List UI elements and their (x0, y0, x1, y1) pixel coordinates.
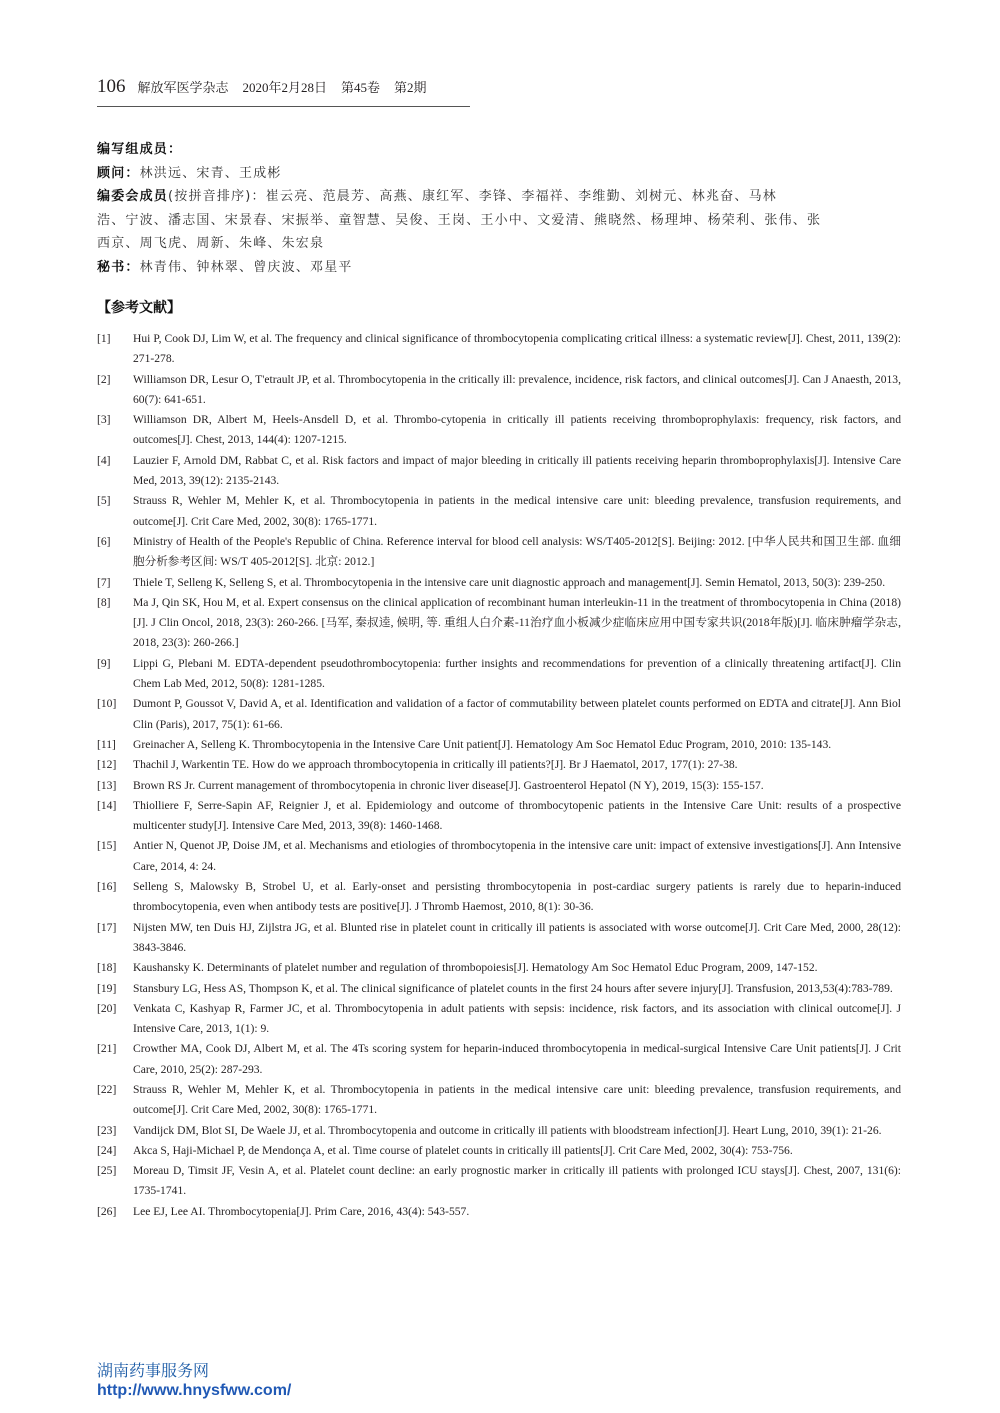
reference-text: Lee EJ, Lee AI. Thrombocytopenia[J]. Prim Care, 2016, 43(4): 543-557. (133, 1204, 470, 1218)
reference-item (97, 593, 901, 654)
committee-label: 编委会成员 (97, 189, 169, 205)
reference-number: [2] (97, 372, 111, 386)
reference-number: [5] (97, 494, 111, 508)
reference-number: [9] (97, 656, 111, 670)
advisors: 林洪远、宋青、王成彬 (139, 165, 282, 181)
reference-item (97, 979, 901, 999)
reference-number: [11] (97, 737, 116, 751)
reference-item (97, 1039, 901, 1080)
reference-number: [15] (97, 839, 117, 853)
reference-item (97, 755, 901, 775)
reference-number: [3] (97, 413, 111, 427)
reference-text: Venkata C, Kashyap R, Farmer JC, et al. Thrombocytopenia in adult patients with sepsis: incidence, risk factors, and its association with clinical outcome[J]. J Intensive Care, 2013, 1(1): 9. (133, 1001, 901, 1036)
reference-number: [21] (97, 1042, 117, 1056)
reference-number: [6] (97, 534, 111, 548)
reference-item (97, 776, 901, 796)
reference-number: [22] (97, 1082, 117, 1096)
reference-number: [7] (97, 575, 111, 589)
reference-text: Crowther MA, Cook DJ, Albert M, et al. The 4Ts scoring system for heparin-induced thrombocytopenia in medical-surgical Intensive Care Unit patients[J]. J Crit Care, 2010, 25(2): 287-293. (133, 1042, 901, 1076)
reference-text: Kaushansky K. Determinants of platelet number and regulation of thrombopoiesis[J]. Hematology Am Soc Hematol Educ Program, 2009, 147-152. (133, 961, 818, 975)
reference-number: [17] (97, 920, 117, 934)
reference-number: [20] (97, 1001, 117, 1015)
reference-number: [25] (97, 1164, 117, 1178)
page-number: 106 (97, 76, 126, 97)
reference-item (97, 329, 901, 370)
reference-text: Williamson DR, Lesur O, T'etrault JP, et al. Thrombocytopenia in the critically ill: prevalence, incidence, risk factors, and clinical outcomes[J]. Can J Anaesth, 2013, 60(7): 641-651. (133, 372, 901, 406)
reference-text: Ministry of Health of the People's Republic of China. Reference interval for blood cell analysis: WS/T405-2012[S]. Beijing: 2012. [中华人民共和国卫生部. 血细胞分析参考区间: WS/T 405-2012[S]. 北京: 2012.] (133, 534, 901, 569)
reference-item (97, 958, 901, 978)
reference-item (97, 654, 901, 695)
reference-text: Vandijck DM, Blot SI, De Waele JJ, et al. Thrombocytopenia and outcome in critically ill patients with bloodstream infection[J]. Heart Lung, 2010, 39(1): 21-26. (133, 1123, 882, 1137)
reference-list (97, 329, 901, 1222)
reference-item (97, 735, 901, 755)
reference-number: [4] (97, 453, 111, 467)
reference-number: [26] (97, 1204, 117, 1218)
reference-item (97, 796, 901, 837)
reference-item (97, 451, 901, 492)
reference-text: Williamson DR, Albert M, Heels-Ansdell D, et al. Thrombo-cytopenia in critically ill patients receiving thromboprophylaxis: frequency, risk factors, and outcomes[J]. Chest, 2013, 144(4): 1207-1215. (133, 413, 901, 447)
reference-text: Strauss R, Wehler M, Mehler K, et al. Thrombocytopenia in patients in the medical intensive care unit: bleeding prevalence, transfusion requirements, and outcome[J]. Crit Care Med, 2002, 30(8): 1765-1771. (133, 494, 901, 528)
committee-line-3: 西京、周飞虎、周新、朱峰、朱宏泉 (97, 236, 325, 252)
reference-item (97, 1202, 901, 1222)
reference-item (97, 836, 901, 877)
reference-number: [24] (97, 1143, 117, 1157)
reference-text: Moreau D, Timsit JF, Vesin A, et al. Platelet count decline: an early prognostic marker in critically ill patients with prolonged ICU stays[J]. Chest, 2007, 131(6): 1735-1741. (133, 1164, 901, 1198)
reference-number: [23] (97, 1123, 117, 1137)
writing-group-members (97, 138, 902, 280)
journal-name: 解放军医学杂志 (137, 80, 229, 95)
reference-number: [16] (97, 880, 117, 894)
reference-text: Nijsten MW, ten Duis HJ, Zijlstra JG, et al. Blunted rise in platelet count in critically ill patients is associated with worse outcome[J]. Crit Care Med, 2000, 28(12): 3843-3846. (133, 920, 901, 954)
references-heading: 【参考文献】 (97, 300, 181, 316)
reference-text: Ma J, Qin SK, Hou M, et al. Expert consensus on the clinical application of recombinant human interleukin-11 in the treatment of thrombocytopenia in China (2018)[J]. J Clin Oncol, 2018, 23(3): 260-266. [马军, 秦叔逵, 候明, 等. 重组人白介素-11治疗血小板减少症临床应用中国专家共识(2018年版)[J]. 临床肿瘤学杂志, 2018, 23(3): 260-266.] (133, 595, 901, 650)
reference-text: Thiele T, Selleng K, Selleng S, et al. Thrombocytopenia in the intensive care unit diagnostic approach and management[J]. Semin Hematol, 2013, 50(3): 239-250. (133, 575, 886, 589)
site-url-link[interactable]: http://www.hnysfww.com/ (97, 1382, 292, 1399)
reference-text: Antier N, Quenot JP, Doise JM, et al. Mechanisms and etiologies of thrombocytopenia in the intensive care unit: impact of extensive investigations[J]. Ann Intensive Care, 2014, 4: 24. (133, 839, 901, 873)
reference-item (97, 1121, 901, 1141)
committee-line-2: 浩、宁波、潘志国、宋景春、宋振举、童智慧、吴俊、王岗、王小中、文爱清、熊晓然、杨理坤、杨荣利、张伟、张 (97, 212, 822, 228)
reference-text: Lauzier F, Arnold DM, Rabbat C, et al. Risk factors and impact of major bleeding in critically ill patients receiving heparin thromboprophylaxis[J]. Intensive Care Med, 2013, 39(12): 2135-2143. (133, 453, 901, 488)
secretaries: 林青伟、钟林翠、曾庆波、邓星平 (139, 259, 353, 275)
reference-number: [13] (97, 778, 117, 792)
running-header (97, 76, 470, 107)
reference-item (97, 1141, 901, 1161)
reference-item (97, 999, 901, 1040)
reference-text: Greinacher A, Selleng K. Thrombocytopenia in the Intensive Care Unit patient[J]. Hematology Am Soc Hematol Educ Program, 2010, 2010: 135-143. (133, 737, 832, 751)
watermark-footer (97, 1362, 291, 1400)
reference-item (97, 410, 901, 451)
reference-number: [12] (97, 758, 117, 772)
reference-item (97, 694, 901, 735)
reference-number: [19] (97, 981, 117, 995)
reference-item (97, 573, 901, 593)
reference-item (97, 370, 901, 411)
reference-number: [14] (97, 798, 117, 812)
site-name: 湖南药事服务网 (97, 1363, 210, 1380)
reference-number: [1] (97, 332, 111, 345)
reference-text: Dumont P, Goussot V, David A, et al. Identification and validation of a factor of commutability between platelet counts performed on EDTA and citrate[J]. Ann Biol Clin (Paris), 2017, 75(1): 61-66. (133, 697, 901, 731)
reference-text: Hui P, Cook DJ, Lim W, et al. The frequency and clinical significance of thrombocytopenia complicating critical illness: a systematic review[J]. Chest, 2011, 139(2): 271-278. (133, 332, 901, 366)
reference-item (97, 1161, 901, 1202)
reference-item (97, 491, 901, 532)
reference-text: Selleng S, Malowsky B, Strobel U, et al. Early-onset and persisting thrombocytopenia in post-cardiac surgery patients is rarely due to heparin-induced thrombocytopenia, even when antibody tests are positive[J]. J Thromb Haemost, 2010, 8(1): 30-36. (133, 880, 901, 914)
reference-text: Stansbury LG, Hess AS, Thompson K, et al. The clinical significance of platelet counts in the first 24 hours after severe injury[J]. Transfusion, 2013,53(4):783-789. (133, 981, 893, 995)
volume: 第45卷 (341, 80, 381, 95)
reference-text: Thiolliere F, Serre-Sapin AF, Reignier J, et al. Epidemiology and outcome of thrombocytopenic patients in the Intensive Care Unit: results of a prospective multicenter study[J]. Intensive Care Med, 2013, 39(8): 1460-1468. (133, 798, 901, 833)
reference-text: Lippi G, Plebani M. EDTA-dependent pseudothrombocytopenia: further insights and recommendations for prevention of a clinically threatening artifact[J]. Clin Chem Lab Med, 2012, 50(8): 1281-1285. (133, 656, 901, 691)
reference-item (97, 1080, 901, 1121)
committee-note: (按拼音排序)： (168, 189, 266, 205)
reference-text: Brown RS Jr. Current management of thrombocytopenia in chronic liver disease[J]. Gastroenterol Hepatol (N Y), 2019, 15(3): 155-157. (133, 778, 764, 792)
advisor-label: 顾问： (97, 165, 140, 181)
reference-number: [10] (97, 697, 117, 711)
reference-item (97, 918, 901, 959)
reference-number: [8] (97, 595, 111, 609)
reference-item (97, 532, 901, 573)
reference-text: Strauss R, Wehler M, Mehler K, et al. Thrombocytopenia in patients in the medical intensive care unit: bleeding prevalence, transfusion requirements, and outcome[J]. Crit Care Med, 2002, 30(8): 1765-1771. (133, 1082, 901, 1117)
issue: 第2期 (394, 80, 427, 95)
reference-text: Thachil J, Warkentin TE. How do we approach thrombocytopenia in critically ill patients?[J]. Br J Haematol, 2017, 177(1): 27-38. (133, 758, 738, 772)
committee-line-1: 崔云亮、范晨芳、高燕、康红军、李锋、李福祥、李维勤、刘树元、林兆奋、马林 (265, 189, 777, 205)
issue-date: 2020年2月28日 (242, 80, 328, 95)
reference-text: Akca S, Haji-Michael P, de Mendonça A, et al. Time course of platelet counts in critically ill patients[J]. Crit Care Med, 2002, 30(4): 753-756. (133, 1143, 793, 1157)
reference-number: [18] (97, 961, 117, 975)
secretary-label: 秘书： (97, 259, 140, 275)
reference-item (97, 877, 901, 918)
group-title: 编写组成员： (97, 142, 183, 157)
